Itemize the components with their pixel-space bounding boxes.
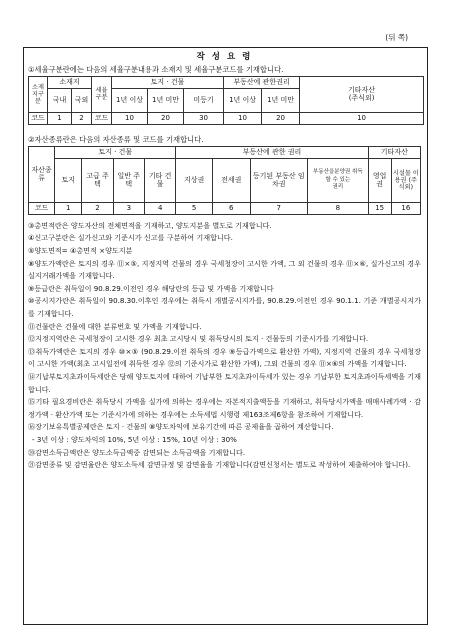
other-assets-sublabel: (주식외): [348, 94, 375, 103]
note-report-type: ④신고구분란은 실가신고와 기준시가 신고를 구분하여 기재합니다.: [28, 233, 233, 243]
asset-type-header: 자산종류: [29, 146, 55, 202]
superficies-cell: 지상권: [176, 158, 213, 202]
code-cell: 1: [55, 202, 82, 214]
instructions-frame: [23, 47, 428, 625]
code-cell: 10: [300, 112, 424, 124]
code-cell: 1: [48, 112, 72, 124]
general-house-cell: 일반 주택: [113, 158, 144, 202]
domestic-cell: 국내: [48, 88, 72, 112]
intro-asset-type: ②자산종류란은 다음의 자산종류 및 코드를 기재합니다.: [28, 134, 204, 144]
note-transfer-price: ⑧양도가액란은 토지의 경우 ⑪×⑤, 지정지역 건물의 경우 국세청장이 고시한 가액, 그 외 건물의 경우 ⑪×⑥, 실가신고의 경우 실지거래가액을 기재합니다.: [28, 258, 421, 281]
location-header: 소재지: [48, 76, 92, 88]
code-label: 코드: [29, 112, 48, 124]
code-cell: 20: [262, 112, 300, 124]
note-reduced-income: ⑳감면소득금액란은 양도소득금액중 감면되는 소득금액을 기재합니다.: [28, 447, 246, 457]
real-estate-rights-header: 부동산에 관한 권리: [176, 146, 368, 158]
note-transfer-area: ⑤양도면적= ④총면적 ×양도지분: [28, 246, 133, 256]
code-cell: 8: [308, 202, 369, 214]
code-cell: 16: [391, 202, 420, 214]
rights-over-1yr-cell: 1년 이상: [224, 88, 262, 112]
note-long-term-deduction: ⑯장기보유특별공제란은 토지 · 건물의 ⑧양도차익에 보유기간에 따른 공제율을 곱하여 계산합니다.: [28, 422, 334, 432]
intro-tax-rate: ①세율구분란에는 다음의 세율구분내용과 소재지 및 세율구분코드를 기재합니다.: [28, 64, 284, 74]
goodwill-cell: 영업권: [368, 158, 391, 202]
note-reduction-type: ㉑감면종류 및 감면율란은 양도소득세 감면규정 및 감면율을 기재합니다(감면신청서는 별도로 작성하여 제출하여야 합니다).: [28, 460, 411, 470]
tax-rate-type-header: 세율구분: [92, 76, 112, 112]
presale-right-line: 할 수 있는: [325, 176, 351, 183]
note-prepaid-land-tax: ⑭기납부토지초과이득세란은 당해 양도토지에 대하여 기납부한 토지초과이득세가 있는 경우 기납부한 토지초과이득세액을 기재합니다.: [28, 371, 421, 394]
code-cell: 2: [72, 112, 92, 124]
overseas-cell: 국외: [72, 88, 92, 112]
code-cell: 20: [148, 112, 184, 124]
facility-right-cell: 시설물 이용권 (주식외): [391, 158, 420, 202]
other-building-cell: 기타 건물: [144, 158, 175, 202]
code-cell: 3: [113, 202, 144, 214]
code-cell: 5: [176, 202, 213, 214]
code-label: 코드: [92, 112, 112, 124]
registered-lease-cell: 등기된 부동산 임차권: [250, 158, 307, 202]
note-acquisition-price: ⑬취득가액란은 토지의 경우 ⑩×⑤ (90.8.29.이전 취득의 경우 ⑨등급가액으로 환산한 가액), 지정지역 건물의 경우 국세청장이 고시한 가액(최초 고시일전에 취득한 경우 ⑫의 기준시가로 환산한 가액), 그외 건물의 경우 ⑪×⑥의 가액을 기재합니다.: [28, 346, 421, 369]
note-other-expenses: ⑮기타 필요경비란은 취득당시 가액을 실가에 의하는 경우에는 자본적지출액등을 기재하고, 취득당시가액을 매매사례가액 · 감정가액 · 환산가액 또는 기준시가에 의하는 경우에는 소득세법 시행령 제163조제6항을 참조하여 기재합니다.: [28, 397, 421, 419]
luxury-house-cell: 고급 주택: [82, 158, 113, 202]
other-assets-header: [300, 76, 424, 112]
asset-type-code-table: [28, 146, 421, 215]
land-under-1yr-cell: 1년 미만: [148, 88, 184, 112]
note-deduction-rates: - 3년 이상 : 양도차익의 10%, 5년 이상 : 15%, 10년 이상 : 30%: [32, 434, 237, 444]
code-cell: 15: [368, 202, 391, 214]
land-building-header: 토지 · 건물: [112, 76, 224, 88]
code-cell: 7: [250, 202, 307, 214]
location-type-header: 소재지구분: [29, 76, 48, 112]
code-cell: 4: [144, 202, 175, 214]
land-building-header: 토지 · 건물: [55, 146, 176, 158]
presale-right-cell: [308, 158, 369, 202]
code-cell: 6: [212, 202, 250, 214]
land-over-1yr-cell: 1년 이상: [112, 88, 148, 112]
other-assets-header: 기타자산: [368, 146, 420, 158]
unregistered-cell: 미등기: [184, 88, 224, 112]
code-label: 코드: [29, 202, 55, 214]
note-grade: ⑨등급란은 취득일이 90.8.29.이전인 경우 해당란의 등급 및 가액을 기재합니다: [28, 283, 274, 293]
back-page-label: (뒤 쪽): [385, 33, 408, 42]
note-building: ⑪건물란은 건물에 대한 분류번호 및 가액을 기재합니다.: [28, 321, 202, 331]
code-cell: 10: [112, 112, 148, 124]
instruction-notes: [28, 220, 421, 472]
code-cell: 10: [224, 112, 262, 124]
land-cell: 토지: [55, 158, 82, 202]
real-estate-rights-header: 부동산에 관한권리: [224, 76, 300, 88]
jeonse-cell: 전세권: [212, 158, 250, 202]
presale-right-line: 부동산을분양권 취득: [313, 169, 363, 176]
presale-right-line: 권리: [332, 184, 344, 191]
other-assets-label: 기타자산: [348, 86, 376, 95]
code-cell: 2: [82, 202, 113, 214]
note-official-land-price: ⑩공시지가란은 취득일이 90.8.30.이후인 경우에는 취득시 개별공시지가를, 90.8.29.이전인 경우 90.1.1. 기준 개별공시지가를 기재합니다.: [28, 296, 421, 318]
note-designated-area: ⑫지정지역란은 국세청장이 고시한 경우 최초 고시당시 및 취득당시의 토지 · 건물등의 기준시가를 기재합니다.: [28, 334, 369, 344]
code-cell: 30: [184, 112, 224, 124]
rights-under-1yr-cell: 1년 미만: [262, 88, 300, 112]
page-title: 작 성 요 령: [196, 52, 253, 62]
note-total-area: ③총면적란은 양도자산의 전체면적을 기재하고, 양도지분을 별도로 기재합니다.: [28, 220, 272, 230]
tax-rate-code-table: [28, 76, 424, 125]
